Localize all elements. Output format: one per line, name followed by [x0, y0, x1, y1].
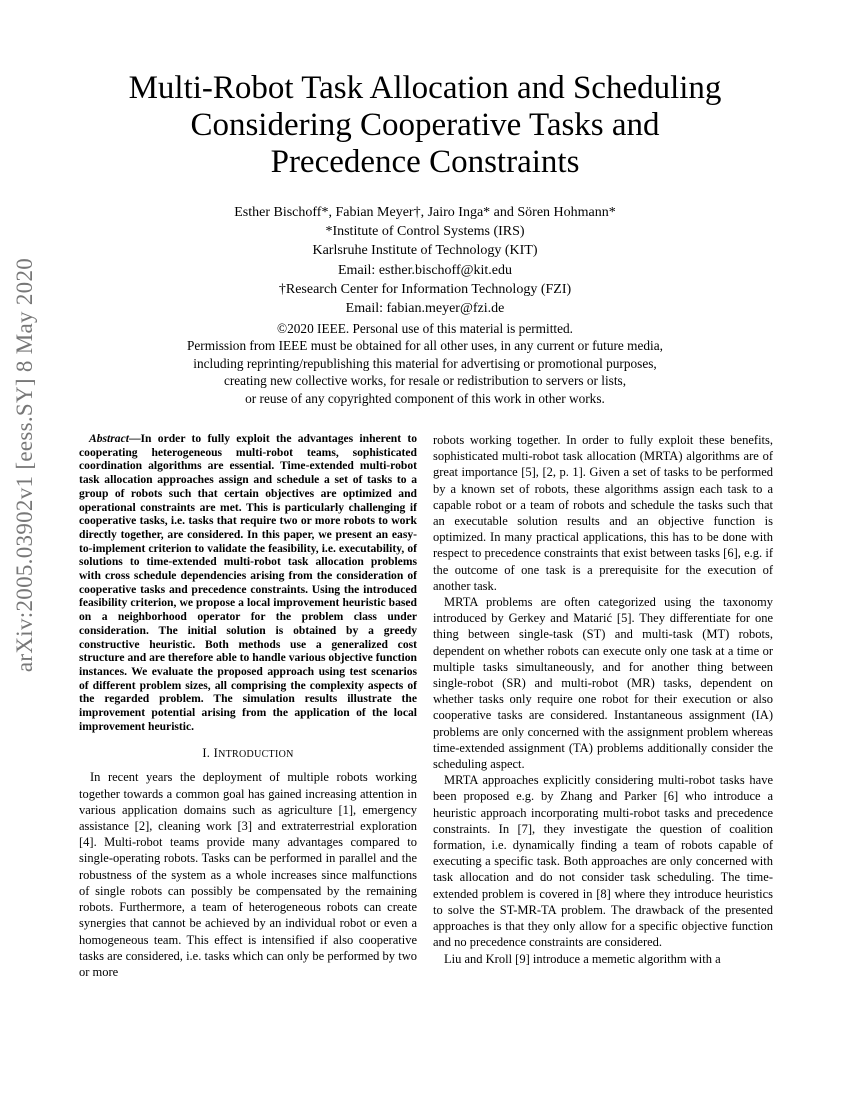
title-line-1: Multi-Robot Task Allocation and Scheduling	[128, 70, 722, 106]
author-names: Esther Bischoff*, Fabian Meyer†, Jairo Inga* and Sören Hohmann*	[234, 205, 616, 220]
title-line-3: Precedence Constraints	[270, 144, 580, 180]
copyright-line-3: including reprinting/republishing this material for advertising or promotional purposes,	[193, 355, 657, 371]
title-line-2: Considering Cooperative Tasks and	[190, 107, 660, 143]
abstract-label: Abstract	[89, 432, 129, 445]
section-number: I.	[202, 746, 214, 761]
section-heading-introduction	[79, 746, 417, 761]
copyright-line-4: creating new collective works, for resale or redistribution to servers or lists,	[223, 373, 627, 389]
email-meyer: Email: fabian.meyer@fzi.de	[345, 301, 505, 317]
intro-paragraph-1: In recent years the deployment of multiple robots working together towards a common goal has gained increasing attention in various application domains such as agriculture [1], emergency assistance [2], cleaning work [3] and extraterrestrial exploration [4]. Multi-robot teams provide many advantages compared to single-operating robots. Tasks can be performed in parallel and the robustness of the system as a whole increases since malfunctions of single robots can possibly be compensated by the remaining robots. Furthermore, a team of heterogeneous robots can create synergies that cannot be achieved by an individual robot or even a homogeneous team. This effect is intensified if also cooperative tasks are considered, i.e. tasks which can only be performed by two or more	[79, 770, 417, 979]
author-block	[100, 203, 750, 318]
copyright-notice	[100, 320, 750, 407]
section-title-rest: NTRODUCTION	[218, 749, 294, 761]
arxiv-identifier	[0, 250, 50, 680]
abstract-text: —In order to fully exploit the advantages inherent to cooperating heterogeneous multi-robot teams, sophisticated coordination algorithms are essential. Time-extended multi-robot task allocation approaches assign and schedule a set of tasks to a group of robots such that certain objectives are optimized and operational constraints are met. This is particularly challenging if cooperative tasks, i.e. tasks that require two or more robots to work directly together, are considered. In this paper, we present an easy-to-implement criterion to validate the feasibility, i.e. executability, of solutions to time-extended multi-robot task allocation problems with cross schedule dependencies arising from the consideration of cooperative tasks and precedence constraints. Using the introduced feasibility criterion, we propose a local improvement heuristic based on a neighborhood operator for the problem class under consideration. The initial solution is obtained by a greedy constructive heuristic. Both methods use a generalized cost structure and are therefore able to handle various objective function instances. We evaluate the proposed approach using test scenarios of different problem sizes, all comprising the complexity aspects of the regarded problem. The simulation results illustrate the improvement potential arising from the application of the local improvement heuristic.	[79, 432, 417, 733]
abstract	[79, 432, 417, 733]
left-column	[79, 432, 417, 980]
right-paragraph-4: Liu and Kroll [9] introduce a memetic algorithm with a	[444, 951, 721, 966]
copyright-line-1: ©2020 IEEE. Personal use of this material is permitted.	[277, 321, 573, 336]
right-column	[433, 432, 773, 967]
right-paragraph-2: MRTA problems are often categorized using the taxonomy introduced by Gerkey and Matarić [5]. They differentiate for one thing between single-task (ST) and multi-task (MT) robots, dependent on whether robots can execute only one task at a time or multiple tasks simultaneously, and for another thing between single-robot (SR) and multi-robot (MR) tasks, dependent on whether tasks only require one robot for their execution or also cooperative tasks are considered. Instantaneous assignment (IA) problems are only concerned with the assignment problem whereas time-extended assignment (TA) problems additionally consider the scheduling aspect.	[433, 595, 773, 772]
affiliation-irs: *Institute of Control Systems (IRS)	[325, 224, 525, 240]
arxiv-identifier-text: arXiv:2005.03902v1 [eess.SY] 8 May 2020	[12, 257, 37, 673]
affiliation-fzi: †Research Center for Information Technology (FZI)	[278, 281, 572, 297]
email-bischoff: Email: esther.bischoff@kit.edu	[338, 262, 512, 278]
paper-title	[100, 70, 750, 181]
right-paragraph-1: robots working together. In order to fully exploit these benefits, sophisticated multi-robot task allocation (MRTA) algorithms are of great importance [5], [2, p. 1]. Given a set of tasks to be performed by a known set of robots, these algorithms assign each task to a capable robot or a team of robots and schedule the tasks such that an executable solution results and an objective function is optimized. In many practical applications, this has to be done with respect to precedence constraints that exist between tasks [6], e.g. if the outcome of one task is a prerequisite for the execution of another task.	[433, 433, 773, 593]
section-title-initial: I	[213, 746, 219, 761]
affiliation-kit: Karlsruhe Institute of Technology (KIT)	[312, 243, 538, 259]
copyright-line-2: Permission from IEEE must be obtained for all other uses, in any current or future media,	[187, 338, 663, 354]
right-paragraph-3: MRTA approaches explicitly considering multi-robot tasks have been proposed e.g. by Zhang and Parker [6] who introduce a heuristic approach incorporating multi-robot tasks and precedence constraints. In [7], they investigate the question of coalition formation, i.e. dynamically finding a team of robots capable of executing a specific task. Both approaches are only concerned with task allocation and do not consider task scheduling. The time-extended problem is covered in [8] where they introduce heuristics to solve the ST-MR-TA problem. The drawback of the presented approaches is that they only allow for a specific objective function and no precedence constraints are considered.	[433, 773, 773, 950]
copyright-line-5: or reuse of any copyrighted component of this work in other works.	[245, 390, 605, 406]
